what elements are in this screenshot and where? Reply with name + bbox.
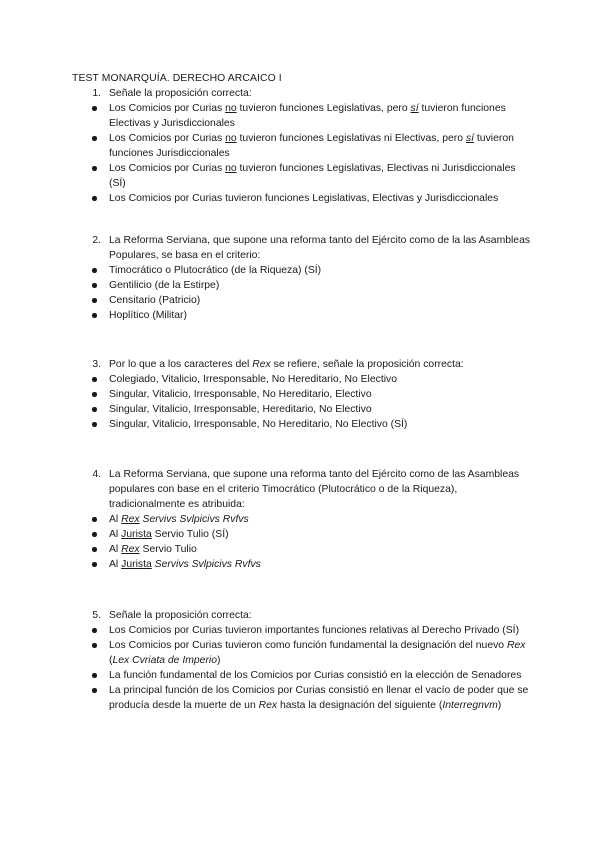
text-run: no bbox=[225, 163, 237, 174]
bullet-icon bbox=[72, 308, 109, 323]
bullet-icon bbox=[72, 402, 109, 417]
text-run: tuvieron funciones Electivas y Jurisdiccionales bbox=[109, 103, 506, 129]
question-number: 2. bbox=[92, 235, 101, 246]
bullet-icon bbox=[72, 131, 109, 161]
list-item bbox=[72, 402, 532, 417]
option-text bbox=[109, 308, 532, 323]
text-run: se refiere, señale la proposición correcta: bbox=[270, 359, 464, 370]
question-text: La Reforma Serviana, que supone una reforma tanto del Ejército como de la las Asambleas Populares, se basa en el criterio: bbox=[109, 235, 531, 261]
list-item bbox=[72, 293, 532, 308]
options-list bbox=[72, 372, 532, 432]
text-run: Al bbox=[109, 544, 122, 555]
question-5 bbox=[72, 608, 532, 713]
option-text bbox=[109, 527, 532, 542]
bullet-icon bbox=[72, 387, 109, 402]
text-run: ) bbox=[497, 700, 502, 711]
option-text bbox=[109, 131, 532, 161]
option-text bbox=[109, 668, 532, 683]
question-2 bbox=[72, 233, 532, 323]
text-run: Singular, Vitalicio, Irresponsable, No Hereditario, Electivo bbox=[109, 389, 372, 400]
list-item bbox=[72, 527, 532, 542]
text-run: Al bbox=[109, 559, 122, 570]
text-run: Los Comicios por Curias bbox=[109, 133, 226, 144]
bullet-icon bbox=[72, 527, 109, 542]
text-run: sí bbox=[410, 103, 419, 114]
question-prompt bbox=[72, 357, 532, 372]
option-text bbox=[109, 161, 532, 191]
text-run: Los Comicios por Curias tuvieron como función fundamental la designación del nuevo bbox=[109, 640, 507, 651]
option-text bbox=[109, 372, 532, 387]
text-run: sí bbox=[465, 133, 475, 144]
text-run: no bbox=[225, 103, 237, 114]
option-text bbox=[109, 191, 532, 206]
text-run: Censitario (Patricio) bbox=[109, 295, 201, 306]
list-item bbox=[72, 131, 532, 161]
text-run: Los Comicios por Curias tuvieron importantes funciones relativas al Derecho Privado (SÍ) bbox=[109, 625, 520, 636]
question-number: 3. bbox=[92, 359, 101, 370]
text-run: Jurista bbox=[121, 559, 152, 570]
list-item bbox=[72, 278, 532, 293]
bullet-icon bbox=[72, 372, 109, 387]
list-item bbox=[72, 372, 532, 387]
text-run: La principal función de los Comicios por Curias consistió en llenar el vacío de poder que se producía desde la muerte de un bbox=[109, 685, 529, 711]
text-run: Colegiado, Vitalicio, Irresponsable, No Hereditario, No Electivo bbox=[109, 374, 398, 385]
bullet-icon bbox=[72, 542, 109, 557]
bullet-icon bbox=[72, 668, 109, 683]
list-item bbox=[72, 308, 532, 323]
question-1 bbox=[72, 86, 532, 206]
text-run: Rex bbox=[258, 700, 278, 711]
text-run: tuvieron funciones Legislativas, pero bbox=[236, 103, 411, 114]
question-prompt bbox=[72, 86, 532, 101]
bullet-icon bbox=[72, 417, 109, 432]
option-text bbox=[109, 683, 532, 713]
option-text bbox=[109, 101, 532, 131]
question-prompt bbox=[72, 467, 532, 512]
bullet-icon bbox=[72, 623, 109, 638]
text-run: tuvieron funciones Legislativas ni Electivas, pero bbox=[236, 133, 466, 144]
text-run: Los Comicios por Curias bbox=[109, 103, 226, 114]
text-run: Rex bbox=[506, 640, 526, 651]
text-run: tuvieron funciones Legislativas, Electivas ni Jurisdiccionales (SÍ) bbox=[109, 163, 516, 189]
options-list bbox=[72, 623, 532, 713]
options-list bbox=[72, 263, 532, 323]
bullet-icon bbox=[72, 293, 109, 308]
list-item bbox=[72, 542, 532, 557]
option-text bbox=[109, 512, 532, 527]
option-text bbox=[109, 263, 532, 278]
text-run: ) bbox=[217, 655, 221, 666]
list-item bbox=[72, 668, 532, 683]
option-text bbox=[109, 402, 532, 417]
list-item bbox=[72, 683, 532, 713]
question-text: Señale la proposición correcta: bbox=[109, 610, 252, 621]
options-list bbox=[72, 512, 532, 572]
option-text bbox=[109, 542, 532, 557]
question-3 bbox=[72, 357, 532, 432]
text-run: Rex bbox=[121, 514, 140, 525]
list-item bbox=[72, 161, 532, 191]
text-run: Rex bbox=[252, 359, 271, 370]
text-run: Servivs Svlpicivs Rvfvs bbox=[142, 514, 249, 525]
question-number: 1. bbox=[92, 88, 101, 99]
bullet-icon bbox=[72, 101, 109, 131]
option-text bbox=[109, 278, 532, 293]
text-run: hasta la designación del siguiente ( bbox=[277, 700, 443, 711]
text-run: Gentilicio (de la Estirpe) bbox=[109, 280, 220, 291]
option-text bbox=[109, 293, 532, 308]
question-text: Señale la proposición correcta: bbox=[109, 88, 252, 99]
text-run: no bbox=[225, 133, 237, 144]
question-number: 5. bbox=[92, 610, 101, 621]
text-run: tuvieron funciones Jurisdiccionales bbox=[109, 133, 514, 159]
list-item bbox=[72, 623, 532, 638]
text-run: Servio Tulio bbox=[139, 544, 197, 555]
question-text: La Reforma Serviana, que supone una reforma tanto del Ejército como de las Asambleas populares con base en el criterio Timocrático (Plutocrático o de la Riqueza), tradicionalmente es atribuida: bbox=[109, 469, 520, 510]
question-number: 4. bbox=[92, 469, 101, 480]
text-run: Timocrático o Plutocrático (de la Riqueza) (SÍ) bbox=[109, 265, 322, 276]
question-4 bbox=[72, 467, 532, 572]
bullet-icon bbox=[72, 278, 109, 293]
bullet-icon bbox=[72, 263, 109, 278]
list-item bbox=[72, 101, 532, 131]
text-run: Jurista bbox=[121, 529, 152, 540]
bullet-icon bbox=[72, 161, 109, 191]
list-item bbox=[72, 512, 532, 527]
list-item bbox=[72, 387, 532, 402]
text-run: Singular, Vitalicio, Irresponsable, Hereditario, No Electivo bbox=[109, 404, 372, 415]
text-run: Los Comicios por Curias tuvieron funciones Legislativas, Electivas y Jurisdiccionales bbox=[109, 193, 499, 204]
option-text bbox=[109, 557, 532, 572]
question-text bbox=[109, 357, 532, 372]
list-item bbox=[72, 638, 532, 668]
text-run: Interregnvm bbox=[442, 700, 498, 711]
bullet-icon bbox=[72, 683, 109, 713]
options-list bbox=[72, 101, 532, 206]
bullet-icon bbox=[72, 638, 109, 668]
list-item bbox=[72, 191, 532, 206]
text-run: Lex Cvriata de Imperio bbox=[112, 655, 217, 666]
list-item bbox=[72, 417, 532, 432]
list-item bbox=[72, 557, 532, 572]
text-run: Al bbox=[109, 529, 122, 540]
text-run: La función fundamental de los Comicios por Curias consistió en la elección de Senadores bbox=[109, 670, 522, 681]
question-prompt bbox=[72, 608, 532, 623]
question-prompt bbox=[72, 233, 532, 263]
text-run: ( bbox=[109, 655, 113, 666]
text-run: Servio Tulio (SÍ) bbox=[151, 529, 229, 540]
text-run: Al bbox=[109, 514, 122, 525]
text-run: Servivs Svlpicivs Rvfvs bbox=[154, 559, 261, 570]
text-run: Singular, Vitalicio, Irresponsable, No Hereditario, No Electivo (SÍ) bbox=[109, 419, 408, 430]
bullet-icon bbox=[72, 512, 109, 527]
document-title: TEST MONARQUÍA. DERECHO ARCAICO I bbox=[72, 73, 282, 84]
text-run: Hoplítico (Militar) bbox=[109, 310, 187, 321]
text-run: Rex bbox=[121, 544, 140, 555]
text-run: Por lo que a los caracteres del bbox=[109, 359, 253, 370]
option-text bbox=[109, 387, 532, 402]
text-run: Los Comicios por Curias bbox=[109, 163, 226, 174]
option-text bbox=[109, 417, 532, 432]
list-item bbox=[72, 263, 532, 278]
option-text bbox=[109, 623, 532, 638]
bullet-icon bbox=[72, 191, 109, 206]
option-text bbox=[109, 638, 532, 668]
bullet-icon bbox=[72, 557, 109, 572]
